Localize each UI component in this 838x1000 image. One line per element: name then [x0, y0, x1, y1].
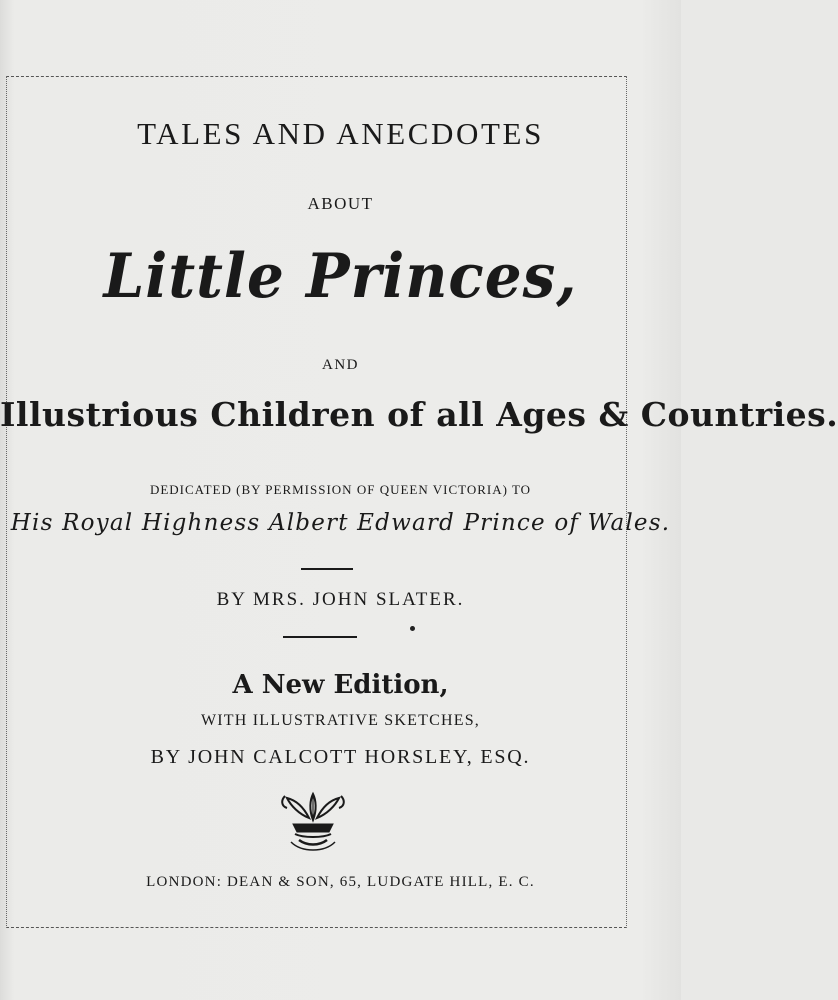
edition-line: A New Edition, — [232, 670, 449, 700]
prince-of-wales-feathers-emblem — [279, 790, 347, 852]
illustrations-line: WITH ILLUSTRATIVE SKETCHES, — [200, 712, 481, 729]
author-line: BY MRS. JOHN SLATER. — [216, 589, 465, 610]
illustrator-line: BY JOHN CALCOTT HORSLEY, ESQ. — [150, 746, 531, 768]
divider-rule — [283, 636, 357, 638]
about-line: ABOUT — [307, 194, 374, 213]
dedicatee-line: His Royal Highness Albert Edward Prince of Wales. — [10, 510, 671, 536]
dedication-line: DEDICATED (BY PERMISSION OF QUEEN VICTORIA) TO — [149, 482, 532, 497]
subtitle: Illustrious Children of all Ages & Countries. — [0, 395, 838, 434]
divider-rule — [301, 568, 353, 570]
ink-speck — [410, 626, 415, 631]
main-title: TALES AND ANECDOTES — [137, 116, 544, 151]
and-line: AND — [322, 357, 359, 373]
subject-title: Little Princes, — [103, 240, 578, 312]
imprint-line: LONDON: DEAN & SON, 65, LUDGATE HILL, E. C. — [146, 874, 535, 890]
